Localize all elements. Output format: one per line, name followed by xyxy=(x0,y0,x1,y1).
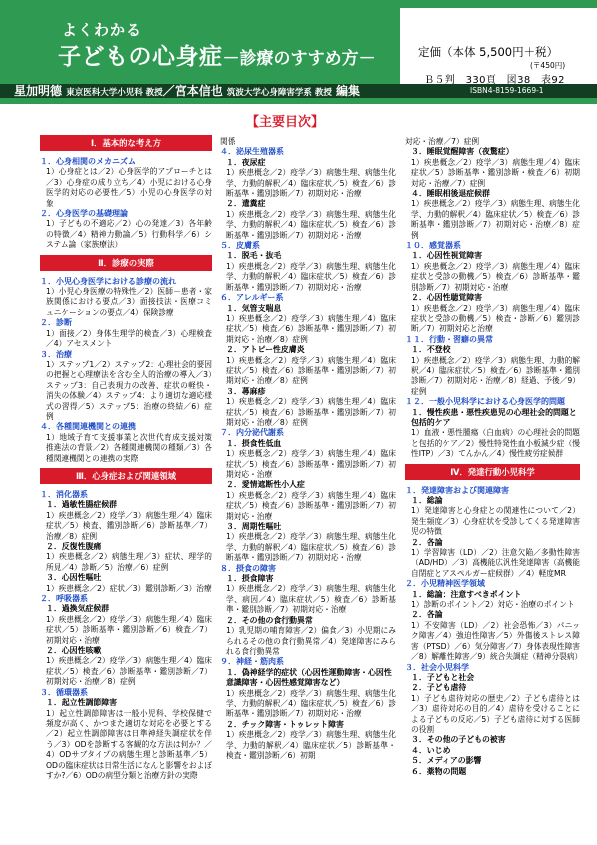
section-heading: ４．睡眠相後退症候群 xyxy=(411,189,490,199)
section-heading: １．過敏性腸症候群 xyxy=(46,500,118,510)
chapter-heading: １１．行動・習癖の異常 xyxy=(405,334,493,344)
chapter-heading: ８．摂食の障害 xyxy=(220,563,276,573)
section-heading: １．慢性疾患・悪性疾患児の心理社会的問題と包括的ケア xyxy=(411,407,577,427)
editor-separator: ／ xyxy=(162,84,175,98)
continued-text: 対応・治療／7）症例 xyxy=(405,137,480,146)
section-heading: １．不登校 xyxy=(411,345,451,355)
title-kicker: よくわかる xyxy=(62,21,143,39)
chapter-heading: ９．神経・筋肉系 xyxy=(220,657,284,667)
chapter-heading: ３．治療 xyxy=(40,349,72,359)
chapter-heading: ４．各種関連機関との連携 xyxy=(40,422,136,432)
section-heading: ２．チック障害・トゥレット障害 xyxy=(226,719,344,729)
part-heading: Ⅳ．発達行動小児科学 xyxy=(405,464,580,480)
section-topics: 1）疾患概念／2）疫学／3）病態生理、病態生化学、病因／4）臨床症状／5）検査／6）診断基準・鑑別診断／7）初期対応・治療 xyxy=(226,584,396,615)
section-topics: 1）学習障害（LD）／2）注意欠陥／多動性障害（AD/HD）／3）高機能広汎性発達障害（高機能自閉症とアスペルガー症候群）／4）軽度MR xyxy=(411,548,580,578)
section-heading: ３．周期性嘔吐 xyxy=(226,522,282,532)
header-top-strip xyxy=(400,0,597,8)
section-heading: ２．心因性咳嗽 xyxy=(46,646,102,656)
section-heading: ２．その他の食行動異常 xyxy=(226,615,313,625)
editors-line xyxy=(14,84,360,100)
section-heading: ３．その他の子どもの被害 xyxy=(411,735,506,745)
section-topics: 1）疾患概念／2）疫学／3）病態生理／4）臨床症状／5）検査／6）診断基準・鑑別診断／7）初期対応・治療／8）症例 xyxy=(46,656,212,687)
book-header xyxy=(0,0,597,104)
section-heading: １．偽神経学的症状（心因性運動障害・心因性意識障害・心因性感覚障害など） xyxy=(226,667,392,688)
section-topics: 1）疾患概念／2）病態生理／3）症状、理学的所見／4）診断／5）治療／6）症例 xyxy=(46,552,212,572)
chapter-heading: １．発達障害および関連障害 xyxy=(405,485,509,495)
section-topics: 1）小児心身医療の特殊性／2）医師－患者・家族関係における要点／3）面接技法・医療コミュニケーションの要点／4）保険診療 xyxy=(46,287,212,317)
section-topics: 1）疾患概念／2）疫学／3）病態生理、力動的解釈／4）臨床症状／5）検査／6）診断基準・鑑別診断／7）初期対応・治療／8）経過、予後／9）症例 xyxy=(411,355,580,396)
chapter-heading: ２．診断 xyxy=(40,318,72,328)
section-heading: １．総論：注意すべきポイント xyxy=(411,589,522,599)
chapter-heading: ７．内分泌代謝系 xyxy=(220,428,284,438)
book-specs: Ｂ５判 330頁 図38 表92 xyxy=(424,75,565,86)
section-heading: ２．反復性腹痛 xyxy=(46,542,102,551)
section-topics: 1）疾患概念／2）疫学／3）病態生理／4）臨床症状／5）診断基準・鑑別診断／6）検査／7）初期対応・治療 xyxy=(46,614,212,645)
book-title-sub: －診療のすすめ方－ xyxy=(222,49,376,69)
price: 定価（本体 5,500円＋税） xyxy=(418,45,559,59)
section-heading: ２．アトピー性皮膚炎 xyxy=(226,345,305,355)
section-topics: 1）疾患概念／2）疫学／3）病態生理／4）臨床症状と受診の動機／5）検査／6）診断基準・鑑別診断／7）初期対応・治療 xyxy=(411,261,580,292)
section-heading: ３．心因性嘔吐 xyxy=(46,573,102,583)
part-heading: Ⅱ．診療の実際 xyxy=(40,255,212,271)
chapter-heading: １２．一般小児科学における心身医学的問題 xyxy=(405,397,565,407)
section-topics: 1）診断のポイント／2）対応・治療のポイント xyxy=(411,600,575,610)
section-heading: ３．睡眠覚醒障害（夜驚症） xyxy=(411,147,514,157)
section-heading: ２．子ども虐待 xyxy=(411,683,467,693)
editor-1-name: 星加明德 xyxy=(14,84,63,98)
chapter-heading: １．消化器系 xyxy=(40,489,88,499)
section-topics: 1）ステップ1／2）ステップ2：心理社会的要因の把握と心理療法を含む全人的治療の導入／3）ステップ3：自己表現力の改善、症状の軽快・消失の体験／4）ステップ4：より適切な適応様式の習得／5）ステップ5：治療の終結／6）症例 xyxy=(46,359,212,421)
chapter-heading: ６．アレルギー系 xyxy=(220,293,284,303)
section-topics: 1）疾患概念／2）疫学／3）病態生理／4）臨床症状／5）検査／6）診断基準・鑑別診断／7）初期対応・治療 xyxy=(226,449,396,479)
editor-2-name: 宮本信也 xyxy=(174,84,223,98)
part-heading: Ⅲ．心身症および関連領域 xyxy=(40,468,212,484)
section-heading: １．総論 xyxy=(411,496,443,505)
section-topics: 1）疾患概念／2）症状／3）鑑別診断／3）治療 xyxy=(46,583,212,593)
section-heading: ６．薬物の問題 xyxy=(411,766,467,776)
section-topics: 1）発達障害と心身症との関連性について／2）発生頻度／3）心身症状を受診してくる発達障害児の特徴 xyxy=(411,506,580,537)
section-heading: ５．メディアの影響 xyxy=(411,756,482,766)
section-topics: 1）疾患概念／2）疫学／3）病態生理／4）臨床症状／5）検査、鑑別診断／6）診断基準／7）治療／8）症例 xyxy=(46,510,212,541)
editor-1-affiliation: 東京医科大学小児科 教授 xyxy=(66,88,163,98)
section-topics: 1）心身症とは／2）心身医学的アプローチとは／3）心身症の成り立ち／4）小児における心身医学的対応の必要性／5）小児の心身医学の対象 xyxy=(46,167,212,208)
chapter-heading: ３．循環器系 xyxy=(40,687,88,697)
section-heading: １．子どもと社会 xyxy=(411,672,475,682)
section-heading: １．過換気症候群 xyxy=(46,604,110,614)
section-heading: １．脱毛・抜毛 xyxy=(226,251,282,261)
section-topics: 1）疾患概念／2）疫学／3）病態生理／4）臨床症状と受診の動機／5）検査・診断／6）鑑別診断／7）初期対応と治療 xyxy=(411,303,580,334)
section-topics: 1）疾患概念／2）疫学／3）病態生理／4）臨床症状／5）検査／6）診断基準・鑑別診断／7）初期対応・治療／8）症例 xyxy=(226,397,396,427)
section-topics: 1）疾患概念／2）疫学／3）病態生理、病態生化学、力動的解釈／4）臨床症状／5）検査／6）診断基準・鑑別診断／7）初期対応・治療 xyxy=(226,688,396,719)
section-topics: 1）子どもの不適応／2）心の発達／3）各年齢の特徴／4）精神力動論／5）行動科学／6）システム論（家族療法） xyxy=(46,219,212,250)
section-heading: ２．各論 xyxy=(411,537,443,547)
section-topics: 1）疾患概念／2）疫学／3）病態生理、病態生化学、力動的解釈／4）臨床症状／5）検査／6）診断基準・鑑別診断／7）初期対応・治療／8）症例 xyxy=(411,199,580,240)
section-topics: 1）疾患概念／2）疫学／3）病態生理／4）臨床症状／5）検査／6）診断基準・鑑別診断／7）初期対応・治療 xyxy=(226,490,396,521)
section-topics: 1）乳児期の哺育障害／2）偏食／3）小児期にみられるその他の食行動異常／4）発達障害にみられる食行動異常 xyxy=(226,626,396,656)
section-topics: 1）不安障害（LD）／2）社会恐怖／3）パニック障害／4）強迫性障害／5）外傷後ストレス障害（PTSD）／6）気分障害／7）身体表現性障害／8）解離性障害／9）統合失調症（精神分裂病） xyxy=(411,620,583,662)
section-heading: １．心因性視覚障害 xyxy=(411,251,483,261)
chapter-heading: ３．社会小児科学 xyxy=(405,662,469,672)
section-topics: 1）疾患概念／2）疫学／3）病態生理／4）臨床症状／5）検査／6）診断基準・鑑別診断／7）初期対応・治療／8）症例 xyxy=(226,355,396,386)
section-heading: ２．各論 xyxy=(411,610,443,620)
section-heading: ３．蕁麻疹 xyxy=(226,386,266,396)
editor-suffix: 編集 xyxy=(336,84,361,98)
section-heading: １．気管支喘息 xyxy=(226,303,282,313)
section-heading: １．摂食障害 xyxy=(226,574,274,584)
section-topics: 1）疾患概念／2）疫学／3）病態生理／4）臨床症状／5）検査／6）診断基準・鑑別診断／7）初期対応・治療／8）症例 xyxy=(226,313,396,344)
section-topics: 1）疾患概念／2）疫学／3）病態生理、病態生化学、力動的解釈／4）臨床症状／5）検査／6）診断基準・鑑別診断／7）初期対応・治療 xyxy=(226,261,396,292)
section-topics: 1）疾患概念／2）疫学／3）病態生理／4）臨床症状／5）診断基準・鑑別診断・検査／6）初期対応・治療／7）症例 xyxy=(411,157,580,188)
chapter-heading: １０．感覚器系 xyxy=(405,241,461,251)
chapter-heading: ４．泌尿生殖器系 xyxy=(220,147,284,157)
chapter-heading: ２．呼吸器系 xyxy=(40,594,88,604)
section-heading: ２．心因性聴覚障害 xyxy=(411,293,483,303)
section-heading: １．起立性調節障害 xyxy=(46,698,118,708)
chapter-heading: １．小児心身医学における診療の流れ xyxy=(40,276,176,286)
toc-column-2 xyxy=(220,137,396,761)
section-topics: 1）疾患概念／2）疫学／3）病態生理、病態生化学、力動的解釈／4）臨床症状／5）診断基準・検査・鑑別診断／6）初期 xyxy=(226,730,396,760)
toc-column-1 xyxy=(40,131,212,781)
section-topics: 1）面接／2）身体生理学的検査／3）心理検査／4）アセスメント xyxy=(46,328,212,349)
section-topics: 1）血液・悪性腫瘍（白血病）の心理社会的問題と包括的ケア／2）慢性特発性血小板減少症（慢性ITP）／3）てんかん／4）慢性疲労症候群 xyxy=(411,428,580,459)
section-heading: ４．いじめ xyxy=(411,745,451,755)
toc-column-3 xyxy=(405,137,583,777)
isbn: ISBN4-8159-1669-1 xyxy=(470,86,544,95)
section-topics: 1）起立性調節障害は一般小児科、学校保健で頻度が高く、かつまた適切な対応を必要とする／2）起立性調節障害は日準神経失調症状を伴う／3）ODを診断する客観的な方法は何か？／4）ODサブタイプの病態生理と診断基準／5）ODの臨床症状は日常生活になんと影響をおよぼすか?／6）ODの病型分類と治療方針の実際 xyxy=(46,708,212,780)
section-topics: 1）疾患概念／2）疫学／3）病態生理、病態生化学、力動的解釈／4）臨床症状／5）検査／6）診断基準・鑑別診断／7）初期対応・治療 xyxy=(226,532,396,563)
section-topics: 1）子ども虐待対応の歴史／2）子ども虐待とは／3）虐待対応の目的／4）虐待を受けることによる子どもの反応／5）子ども虐待に対する医師の役割 xyxy=(411,693,580,734)
part-heading: Ⅰ．基本的な考え方 xyxy=(40,135,212,151)
editor-2-affiliation: 筑波大学心身障害学系 教授 xyxy=(226,88,332,98)
section-topics: 1）疾患概念／2）疫学／3）病態生理、病態生化学、力動的解釈／4）臨床症状／5）検査／6）診断基準・鑑別診断／7）初期対応・治療 xyxy=(226,168,396,199)
chapter-heading: ２．心身医学の基礎理論 xyxy=(40,209,128,219)
toc-title: 【主要目次】 xyxy=(246,115,325,130)
book-title xyxy=(58,38,376,71)
price-tax-note: (〒450円) xyxy=(530,61,566,70)
section-heading: １．摂食性低血 xyxy=(226,438,282,448)
chapter-heading: ２．小児精神医学領域 xyxy=(405,579,485,589)
section-topics: 1）地域子育て支援事業と次世代育成支援対策推進法の背景／2）各種関連機関の種類／3）各種関連機関との連携の実際 xyxy=(46,432,212,463)
section-heading: ２．遺糞症 xyxy=(226,199,266,209)
section-heading: １．夜尿症 xyxy=(226,157,266,167)
section-topics: 1）疾患概念／2）疫学／3）病態生理、病態生化学、力動的解釈／4）臨床症状／5）検査／6）診断基準・鑑別診断／7）初期対応・治療 xyxy=(226,209,396,240)
chapter-heading: ５．皮膚系 xyxy=(220,241,260,251)
book-title-main: 子どもの心身症 xyxy=(58,44,223,70)
section-heading: ２．愛情遮断性小人症 xyxy=(226,480,305,490)
continued-text: 関係 xyxy=(220,137,236,146)
chapter-heading: １．心身相関のメカニズム xyxy=(40,157,136,166)
